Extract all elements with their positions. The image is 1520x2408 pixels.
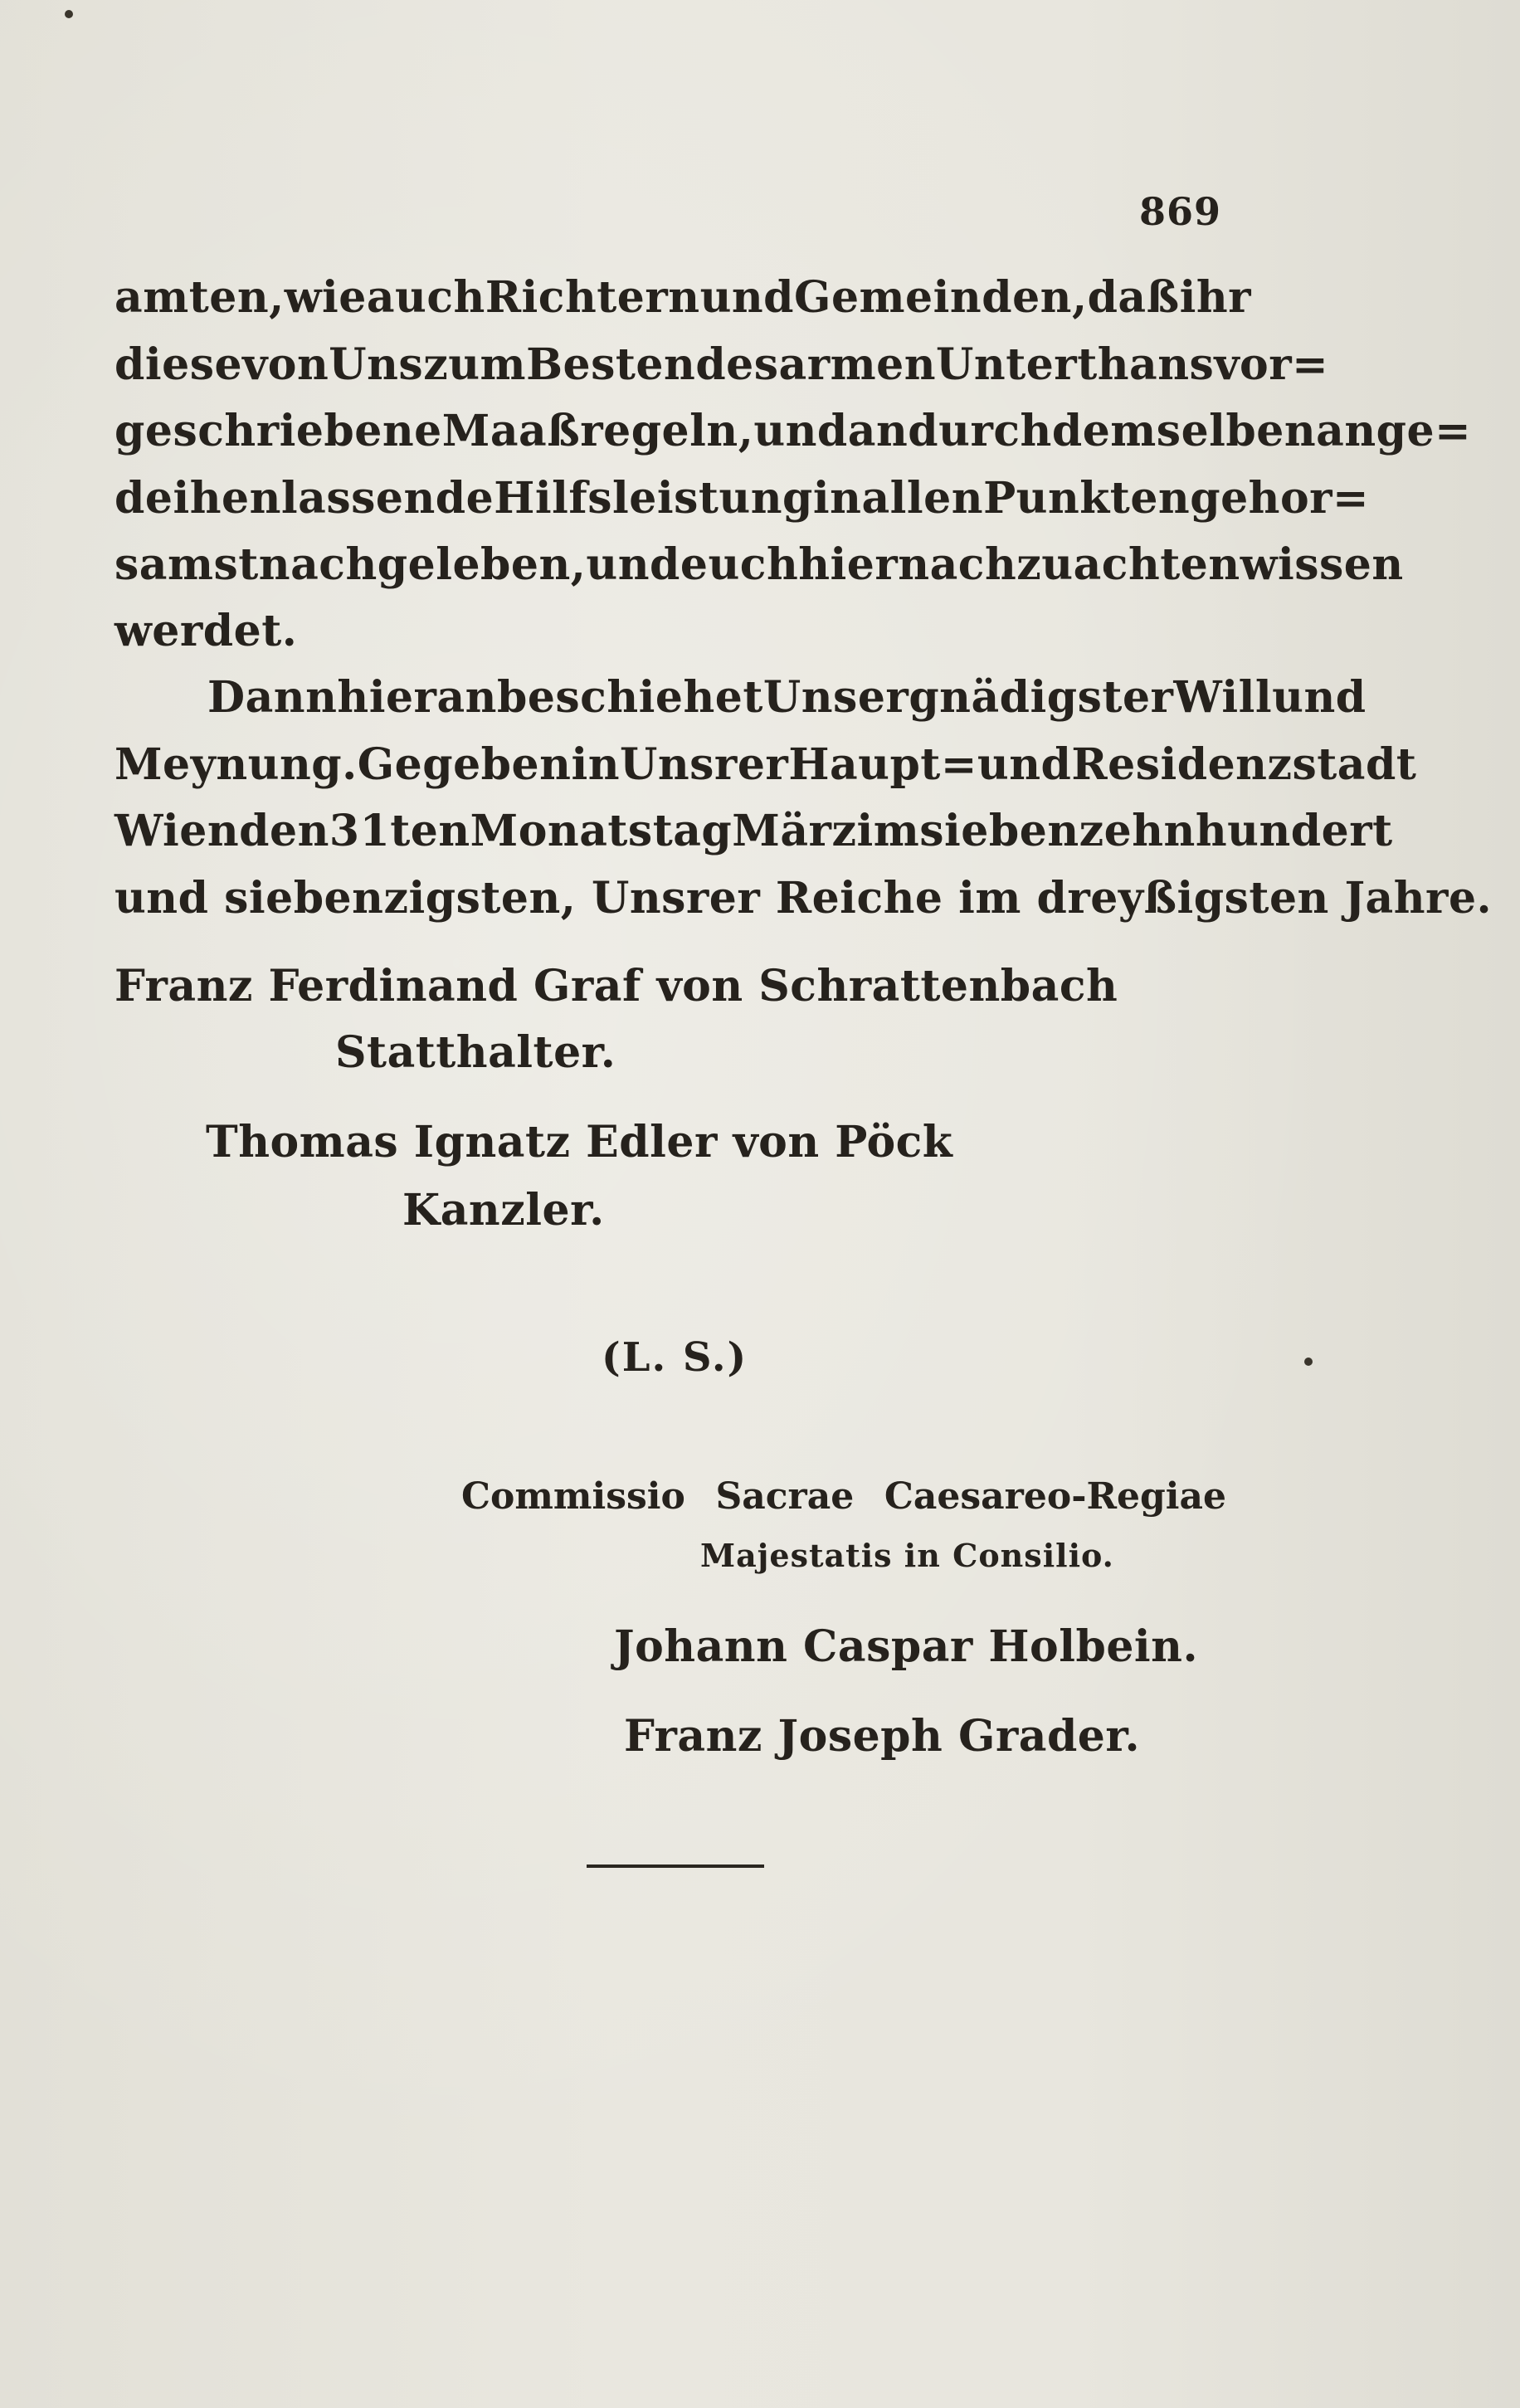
word: allen — [861, 472, 984, 524]
word: Richtern — [485, 272, 700, 323]
word: beschiehet — [496, 672, 763, 723]
word: Maaßregeln, — [441, 406, 754, 456]
word: Besten — [526, 339, 696, 390]
commission-line-2: Majestatis in Consilio. — [700, 1537, 1114, 1574]
word: Meynung. — [114, 738, 358, 790]
word: Gemeinden, — [794, 272, 1088, 323]
word: euch — [680, 539, 799, 590]
word: hieran — [337, 672, 497, 723]
word: auch — [366, 272, 485, 323]
word: gnädigster — [909, 672, 1174, 723]
word: zum — [423, 339, 527, 390]
word: lassende — [280, 472, 494, 524]
page-number: 869 — [1138, 189, 1221, 234]
signer-name: Franz Joseph Grader. — [624, 1711, 1141, 1762]
word: geschriebene — [114, 406, 442, 456]
signer-name: Thomas Ignatz Edler von Pöck — [206, 1117, 953, 1167]
word: ange= — [1316, 406, 1472, 456]
ink-speck — [65, 10, 73, 18]
word: wissen — [1240, 539, 1404, 590]
word: nachgeleben, — [258, 539, 587, 590]
word: wie — [284, 272, 367, 323]
word: Hilfsleistung — [494, 472, 813, 524]
word: Uns — [329, 339, 424, 390]
closing-rule — [587, 1864, 764, 1868]
commission-line — [461, 1475, 1226, 1518]
word: in — [571, 738, 620, 790]
commission-word: Sacrae — [715, 1475, 855, 1518]
word: Haupt= — [788, 738, 977, 790]
paragraph-line — [207, 672, 1367, 738]
word: Dann — [207, 672, 338, 723]
paragraph-line — [114, 406, 1472, 471]
word: Residenzstadt — [1071, 738, 1417, 790]
word: von — [242, 339, 329, 390]
word: achten — [1073, 539, 1240, 590]
commission-word: Caesareo-Regiae — [884, 1475, 1226, 1518]
paragraph-line — [114, 539, 1404, 605]
word: armen — [778, 339, 937, 390]
word: andurch — [847, 406, 1052, 456]
word: daß — [1087, 272, 1180, 323]
paragraph-line — [114, 738, 1417, 805]
word: in — [812, 472, 862, 524]
signer-name: Johann Caspar Holbein. — [614, 1621, 1199, 1672]
word: und — [1272, 672, 1367, 723]
word: vor= — [1214, 339, 1329, 390]
paragraph-line: werdet. — [114, 606, 298, 656]
word: 31ten — [329, 806, 470, 856]
paragraph-line — [114, 806, 1393, 871]
signer-name: Franz Ferdinand Graf von Schrattenbach — [114, 961, 1118, 1011]
word: und — [977, 738, 1072, 790]
paragraph-line — [114, 472, 1370, 539]
word: und — [586, 539, 680, 590]
word: Monatstag — [470, 806, 733, 856]
word: Unser — [762, 672, 909, 723]
signer-title: Kanzler. — [402, 1185, 605, 1236]
word: Unsrer — [620, 738, 789, 790]
word: im — [856, 806, 920, 856]
word: des — [695, 339, 779, 390]
commission-word: Commissio — [461, 1475, 685, 1518]
paragraph-line: und siebenzigsten, Unsrer Reiche im dreyßigsten Jahre. — [114, 873, 1493, 924]
word: ihr — [1179, 272, 1252, 323]
word: zu — [1016, 539, 1074, 590]
word: Gegeben — [357, 738, 572, 790]
ink-speck — [1304, 1358, 1313, 1366]
word: Will — [1173, 672, 1273, 723]
word: März — [732, 806, 857, 856]
paragraph-line — [114, 339, 1329, 405]
word: diese — [114, 339, 243, 390]
word: und — [753, 406, 848, 456]
word: gehor= — [1190, 472, 1370, 524]
seal-mark: (L. S.) — [602, 1334, 748, 1381]
word: deihen — [114, 472, 281, 524]
word: Unterthans — [936, 339, 1215, 390]
word: samst — [114, 539, 259, 590]
word: den — [239, 806, 329, 856]
word: hiernach — [798, 539, 1017, 590]
word: und — [699, 272, 795, 323]
word: Wien — [114, 806, 240, 856]
word: siebenzehnhundert — [919, 806, 1393, 856]
word: Punkten — [983, 472, 1191, 524]
word: amten, — [114, 272, 285, 323]
paragraph-line — [114, 272, 1252, 338]
word: demselben — [1051, 406, 1317, 456]
signer-title: Statthalter. — [335, 1027, 616, 1078]
